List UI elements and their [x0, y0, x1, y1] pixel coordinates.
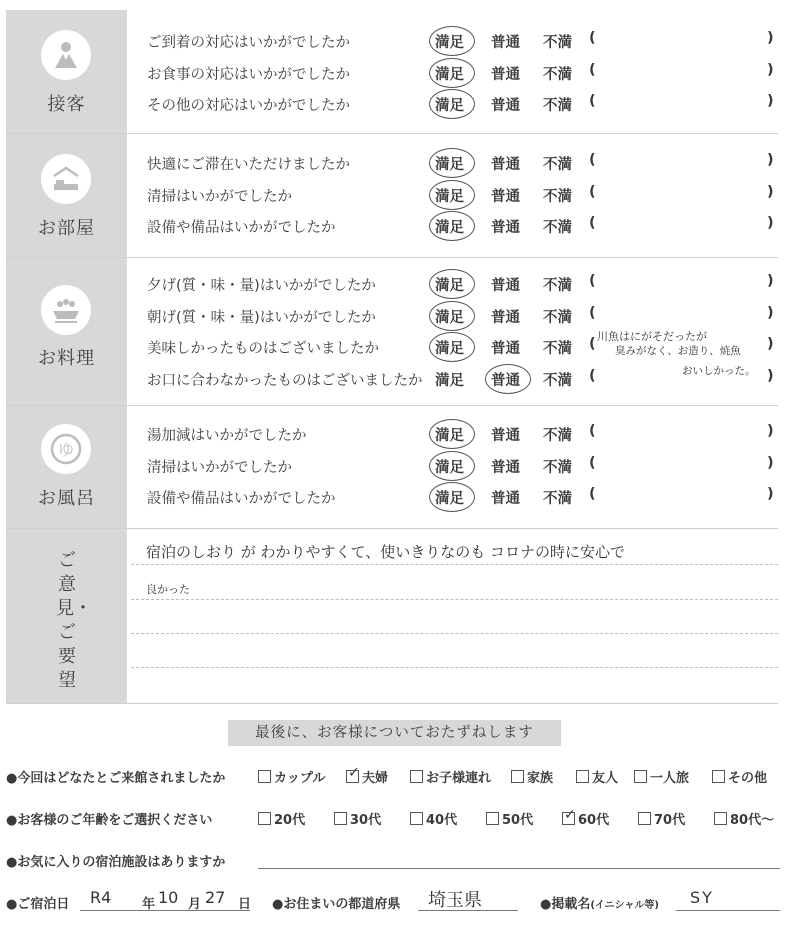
comment-paren-open: ( [589, 183, 596, 200]
option-dissatisfied[interactable]: 不満 [543, 66, 572, 83]
comment-paren-close: ) [767, 454, 774, 471]
question-list [127, 10, 778, 120]
checkbox[interactable] [346, 770, 359, 783]
age-option[interactable] [714, 809, 774, 828]
writing-line [131, 667, 778, 668]
option-satisfied[interactable]: 満足 [435, 337, 464, 358]
checkbox[interactable] [511, 770, 524, 783]
age-option[interactable] [258, 809, 305, 828]
comment-paren-close: ) [767, 93, 774, 109]
opinion-label: ご意見・ご要望 [56, 550, 92, 691]
question-row [127, 210, 778, 242]
question-row [127, 268, 778, 300]
option-normal[interactable]: 普通 [491, 428, 520, 444]
option-normal[interactable]: 普通 [491, 66, 520, 83]
section-header [6, 134, 127, 257]
display-name-sub: (イニシャル等) [590, 900, 659, 911]
section-label: お風呂 [38, 488, 95, 509]
comment-paren-open: ( [589, 93, 596, 109]
companion-option[interactable] [346, 767, 388, 786]
opinion-text-line[interactable]: 良かった [146, 583, 190, 596]
option-label: 80代〜 [730, 813, 775, 828]
companion-option[interactable] [576, 767, 618, 786]
section-bath [6, 406, 778, 529]
comment-paren-open: ( [589, 30, 596, 46]
option-label: その他 [728, 771, 768, 786]
checkbox[interactable] [576, 770, 589, 783]
room-bed-icon [41, 154, 91, 204]
question-text: ご到着の対応はいかがでしたか [147, 35, 350, 51]
question-text: 朝げ(質・味・量)はいかがでしたか [147, 309, 376, 326]
stay-era-value[interactable]: R4 [90, 888, 112, 907]
question-row [127, 179, 778, 211]
comment-paren-close: ) [767, 273, 774, 289]
comment-paren-open: ( [589, 336, 596, 352]
comment-paren-close: ) [767, 152, 774, 168]
question-row [127, 57, 778, 89]
option-satisfied[interactable]: 満足 [435, 274, 464, 295]
opinion-text-line[interactable]: 宿泊のしおり が わかりやすくて、使いきりなのも コロナの時に安心で [146, 543, 626, 561]
section-label: 接客 [47, 94, 86, 115]
question-row [127, 147, 778, 179]
question-text: その他の対応はいかがでしたか [147, 98, 350, 114]
option-satisfied[interactable]: 満足 [435, 94, 464, 115]
option-normal[interactable]: 普通 [491, 157, 520, 173]
comment-paren-close: ) [767, 215, 774, 231]
stay-date-label: ●ご宿泊日 [6, 897, 70, 912]
option-satisfied[interactable]: 満足 [435, 372, 464, 389]
companion-option[interactable] [511, 767, 553, 786]
display-name-label-text: ●掲載名 [540, 897, 591, 912]
opinion-section [6, 529, 778, 704]
question-row [127, 88, 778, 120]
dish-icon [41, 285, 91, 335]
comment-paren-close: ) [767, 61, 774, 78]
option-label: カップル [274, 771, 326, 786]
option-normal[interactable]: 普通 [491, 278, 520, 294]
option-dissatisfied[interactable]: 不満 [543, 157, 572, 173]
question-text: 清掃はいかがでしたか [147, 188, 292, 205]
option-satisfied[interactable]: 満足 [435, 456, 464, 477]
comment-paren-close: ) [767, 183, 774, 200]
section-cuisine [6, 258, 778, 406]
stay-date-underline [80, 910, 250, 911]
age-option[interactable] [486, 809, 533, 828]
checkbox[interactable] [562, 812, 575, 825]
handwritten-note-line: おいしかった。 [682, 364, 756, 377]
survey-table [6, 10, 778, 704]
question-text: 美味しかったものはございましたか [147, 341, 379, 357]
option-dissatisfied[interactable]: 不満 [543, 428, 572, 444]
comment-paren-close: ) [767, 486, 774, 502]
section-header [6, 529, 127, 703]
option-satisfied[interactable]: 満足 [435, 424, 464, 445]
question-list [127, 406, 778, 513]
person-icon [41, 30, 91, 80]
comment-paren-open: ( [589, 423, 596, 439]
option-label: 20代 [274, 813, 306, 828]
comment-paren-close: ) [767, 30, 774, 46]
comment-paren-open: ( [589, 486, 596, 502]
comment-paren-open: ( [589, 454, 596, 471]
year-unit: 年 [142, 897, 156, 912]
writing-line [131, 633, 778, 634]
option-satisfied[interactable]: 満足 [435, 31, 464, 52]
option-normal[interactable]: 普通 [491, 459, 520, 476]
favorite-question: ●お気に入りの宿泊施設はありますか [6, 855, 226, 870]
checkbox[interactable] [638, 812, 651, 825]
display-name-value[interactable]: SY [690, 888, 714, 907]
question-row [127, 418, 778, 450]
option-label: 40代 [426, 813, 458, 828]
checkbox[interactable] [258, 812, 271, 825]
comment-paren-close: ) [767, 367, 774, 384]
age-option[interactable] [562, 809, 609, 828]
option-label: 一人旅 [650, 771, 690, 786]
companion-option[interactable] [634, 767, 689, 786]
comment-paren-open: ( [589, 215, 596, 231]
comment-paren-close: ) [767, 423, 774, 439]
question-row [127, 450, 778, 482]
comment-paren-close: ) [767, 336, 774, 352]
checkbox[interactable] [334, 812, 347, 825]
option-satisfied[interactable]: 満足 [435, 63, 464, 84]
option-label: 60代 [578, 813, 610, 828]
companion-option[interactable] [410, 767, 491, 786]
option-label: 友人 [592, 771, 619, 786]
hot-spring-yu-icon [41, 424, 91, 474]
question-text: 清掃はいかがでしたか [147, 459, 292, 476]
option-dissatisfied[interactable]: 不満 [543, 278, 572, 294]
question-row [127, 363, 778, 395]
question-text: お口に合わなかったものはございましたか [147, 372, 423, 389]
option-dissatisfied[interactable]: 不満 [543, 341, 572, 357]
option-dissatisfied[interactable]: 不満 [543, 98, 572, 114]
age-option[interactable] [410, 809, 457, 828]
stay-month-value[interactable]: 10 [158, 888, 179, 907]
option-label: 50代 [502, 813, 534, 828]
option-satisfied[interactable]: 満足 [435, 185, 464, 206]
option-normal[interactable]: 普通 [491, 309, 520, 326]
display-name-underline [676, 910, 780, 911]
stay-day-value[interactable]: 27 [205, 888, 226, 907]
option-satisfied[interactable]: 満足 [435, 153, 464, 174]
companion-option[interactable] [712, 767, 767, 786]
customer-section-title: 最後に、お客様についておたずねします [228, 720, 561, 746]
section-label: お料理 [38, 348, 95, 369]
option-normal[interactable]: 普通 [491, 98, 520, 114]
question-row [127, 481, 778, 513]
option-satisfied[interactable]: 満足 [435, 306, 464, 327]
comment-paren-open: ( [589, 61, 596, 78]
question-row [127, 25, 778, 57]
section-label: お部屋 [38, 218, 95, 239]
comment-paren-open: ( [589, 304, 596, 321]
option-normal[interactable]: 普通 [491, 35, 520, 51]
checkbox[interactable] [410, 770, 423, 783]
option-dissatisfied[interactable]: 不満 [543, 35, 572, 51]
section-header [6, 258, 127, 405]
svg-text:ゆ: ゆ [57, 440, 75, 459]
writing-line [131, 599, 778, 600]
option-dissatisfied[interactable]: 不満 [543, 372, 572, 389]
age-option[interactable] [638, 809, 685, 828]
question-text: お食事の対応はいかがでしたか [147, 66, 350, 83]
companion-question: ●今回はどなたとご来館されましたか [6, 771, 226, 786]
checkbox[interactable] [410, 812, 423, 825]
checkbox[interactable] [258, 770, 271, 783]
option-label: 70代 [654, 813, 686, 828]
favorite-input-line[interactable] [258, 868, 780, 869]
checkbox[interactable] [486, 812, 499, 825]
option-normal[interactable]: 普通 [491, 369, 520, 390]
option-satisfied[interactable]: 満足 [435, 487, 464, 508]
option-normal[interactable]: 普通 [491, 188, 520, 205]
checkbox[interactable] [714, 812, 727, 825]
day-unit: 日 [238, 897, 252, 912]
prefecture-label: ●お住まいの都道府県 [272, 897, 401, 912]
option-normal[interactable]: 普通 [491, 341, 520, 357]
writing-line [131, 564, 778, 565]
option-dissatisfied[interactable]: 不満 [543, 459, 572, 476]
age-option[interactable] [334, 809, 381, 828]
comment-paren-close: ) [767, 304, 774, 321]
question-text: 設備や備品はいかがでしたか [147, 220, 336, 236]
display-name-label [540, 893, 659, 912]
section-header [6, 10, 127, 133]
question-list [127, 258, 778, 394]
month-unit: 月 [188, 897, 202, 912]
option-normal[interactable]: 普通 [491, 220, 520, 236]
question-text: 快適にご滞在いただけましたか [147, 157, 350, 173]
question-row [127, 331, 778, 363]
option-label: 夫婦 [362, 771, 389, 786]
option-label: 30代 [350, 813, 382, 828]
option-dissatisfied[interactable]: 不満 [543, 188, 572, 205]
option-dissatisfied[interactable]: 不満 [543, 309, 572, 326]
comment-paren-open: ( [589, 273, 596, 289]
comment-paren-open: ( [589, 367, 596, 384]
section-room [6, 134, 778, 258]
comment-paren-open: ( [589, 152, 596, 168]
question-list [127, 134, 778, 242]
handwritten-note-line: 川魚はにがそだったが [597, 330, 707, 343]
section-reception [6, 10, 778, 134]
option-satisfied[interactable]: 満足 [435, 216, 464, 237]
option-normal[interactable]: 普通 [491, 491, 520, 507]
section-header [6, 406, 127, 528]
question-text: 設備や備品はいかがでしたか [147, 491, 336, 507]
option-label: お子様連れ [426, 771, 492, 786]
option-label: 家族 [527, 771, 554, 786]
option-dissatisfied[interactable]: 不満 [543, 491, 572, 507]
question-row [127, 300, 778, 332]
age-question: ●お客様のご年齢をご選択ください [6, 813, 213, 828]
option-dissatisfied[interactable]: 不満 [543, 220, 572, 236]
checkbox[interactable] [634, 770, 647, 783]
checkbox[interactable] [712, 770, 725, 783]
question-text: 夕げ(質・味・量)はいかがでしたか [147, 278, 376, 294]
prefecture-value[interactable]: 埼玉県 [428, 890, 482, 911]
question-text: 湯加減はいかがでしたか [147, 428, 307, 444]
companion-option[interactable] [258, 767, 325, 786]
handwritten-note-line: 臭みがなく、お造り、焼魚 [615, 345, 741, 357]
